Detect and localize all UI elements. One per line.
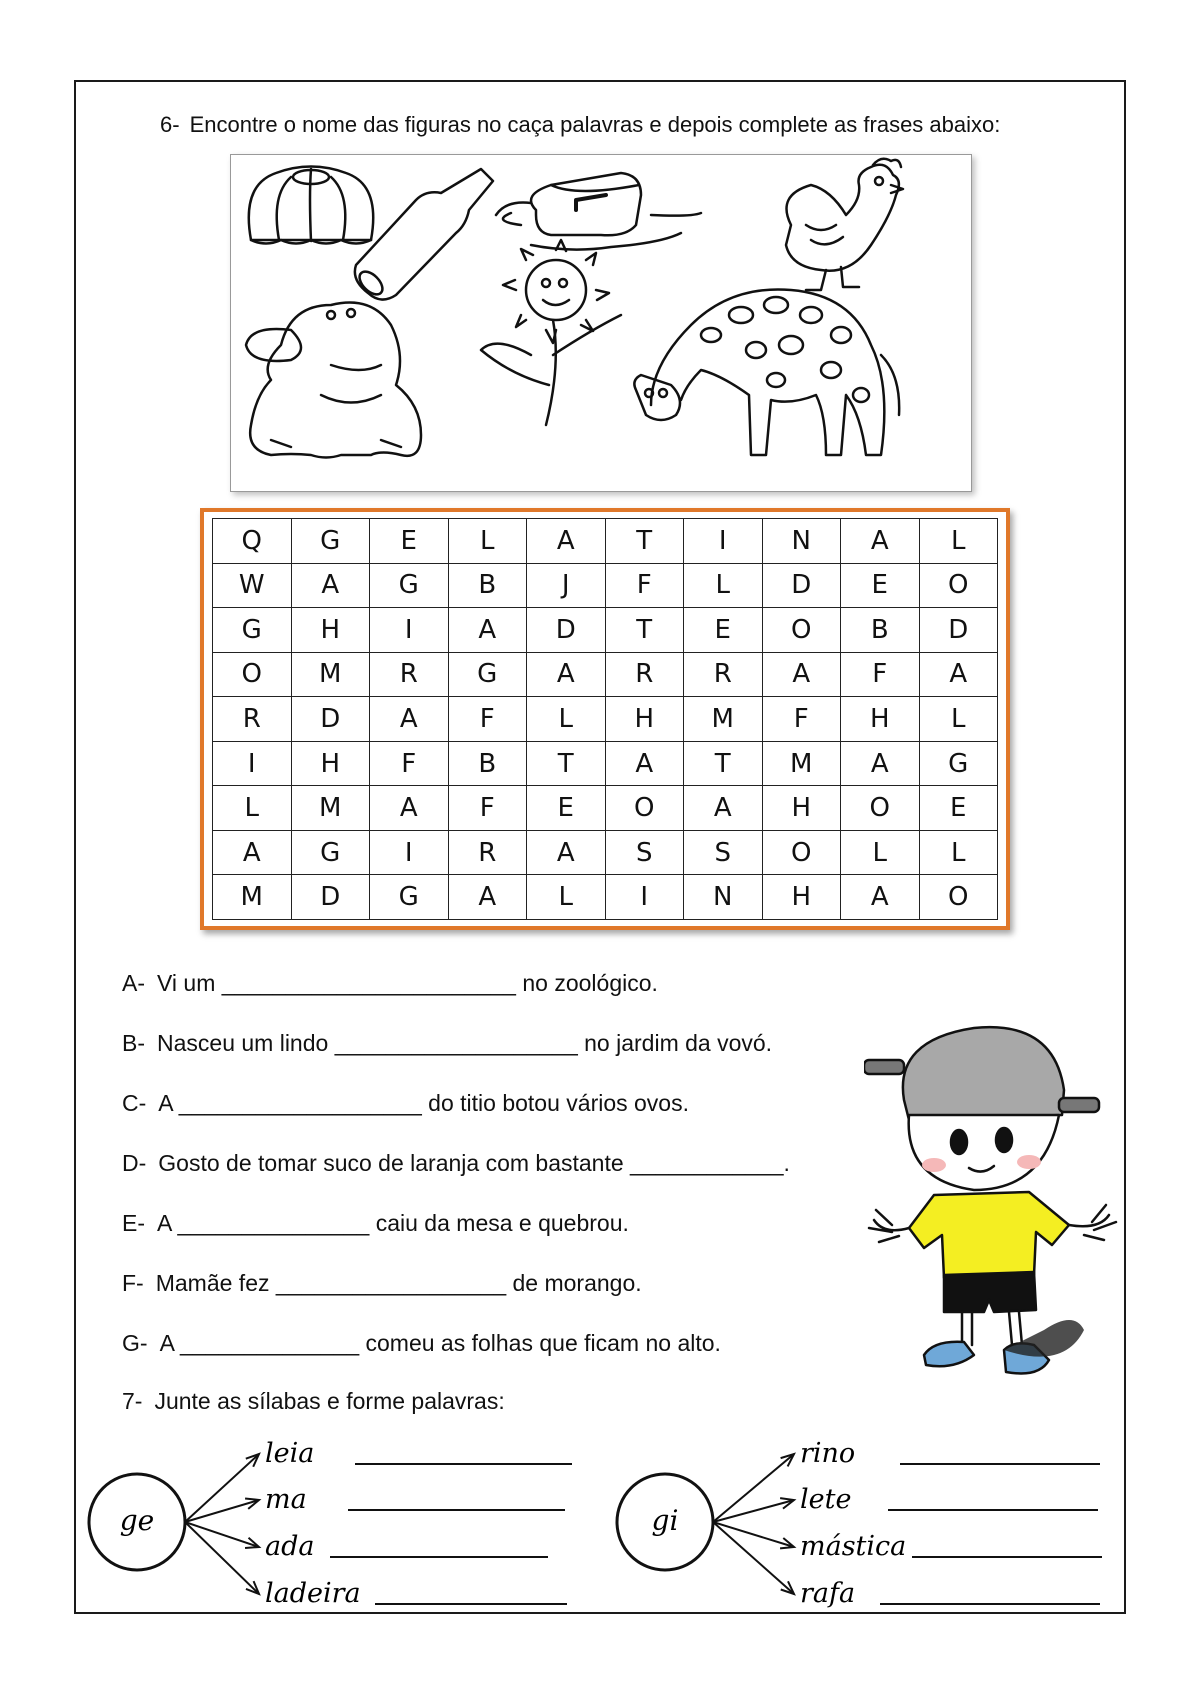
word-search-cell[interactable]: N <box>762 519 841 564</box>
word-search-cell[interactable]: A <box>527 519 606 564</box>
word-search-cell[interactable]: F <box>448 697 527 742</box>
word-search-cell[interactable]: D <box>291 697 370 742</box>
sentence-label: D- <box>122 1150 147 1176</box>
exercise-6-text: Encontre o nome das figuras no caça palavras e depois complete as frases abaixo: <box>189 112 1001 137</box>
word-search-cell[interactable]: E <box>684 608 763 653</box>
word-search-cell[interactable]: G <box>213 608 292 653</box>
word-search-cell[interactable]: F <box>762 697 841 742</box>
word-search-cell[interactable]: G <box>919 741 998 786</box>
word-search-cell[interactable]: A <box>841 519 920 564</box>
exercise-7-number: 7- <box>122 1388 143 1414</box>
word-search-cell[interactable]: D <box>762 563 841 608</box>
word-search-cell[interactable]: O <box>841 786 920 831</box>
syllable-label: gi <box>651 1504 679 1537</box>
word-search-cell[interactable]: B <box>448 741 527 786</box>
syllable-ending: ada <box>265 1531 315 1562</box>
sentence-text[interactable]: Nasceu um lindo ___________________ no jardim da vovó. <box>157 1030 773 1056</box>
word-search-cell[interactable]: A <box>841 741 920 786</box>
word-search-cell[interactable]: T <box>684 741 763 786</box>
sentence-text[interactable]: A ______________ comeu as folhas que ficam no alto. <box>159 1330 721 1356</box>
syllable-ending: rino <box>800 1438 856 1469</box>
word-search-cell[interactable]: H <box>762 875 841 920</box>
word-search-cell[interactable]: Q <box>213 519 292 564</box>
word-search-cell[interactable]: E <box>527 786 606 831</box>
word-search-cell[interactable]: B <box>448 563 527 608</box>
syllable-ending: ma <box>265 1484 307 1515</box>
sentence-text[interactable]: Mamãe fez __________________ de morango. <box>155 1270 642 1296</box>
word-search-cell[interactable]: O <box>762 608 841 653</box>
word-search-cell[interactable]: B <box>841 608 920 653</box>
word-search-cell[interactable]: L <box>919 830 998 875</box>
exercise-6-number: 6- <box>160 112 180 137</box>
word-search-cell[interactable]: G <box>291 830 370 875</box>
word-search-cell[interactable]: M <box>291 786 370 831</box>
syllable-ending: mástica <box>800 1531 907 1562</box>
word-search-cell[interactable]: H <box>605 697 684 742</box>
word-search-cell[interactable]: D <box>291 875 370 920</box>
word-search-cell[interactable]: R <box>370 652 449 697</box>
word-search-cell[interactable]: I <box>684 519 763 564</box>
word-search-cell[interactable]: T <box>605 519 684 564</box>
syllable-ending: leia <box>265 1438 315 1469</box>
word-search-cell[interactable]: E <box>919 786 998 831</box>
arrow-icon <box>185 1522 259 1547</box>
word-search-cell[interactable]: M <box>213 875 292 920</box>
word-search-cell[interactable]: R <box>213 697 292 742</box>
word-search-cell[interactable]: S <box>605 830 684 875</box>
word-search-cell[interactable]: O <box>605 786 684 831</box>
word-search-cell[interactable]: E <box>370 519 449 564</box>
word-search-cell[interactable]: T <box>527 741 606 786</box>
sentence-label: B- <box>122 1030 145 1056</box>
word-search-cell[interactable]: A <box>919 652 998 697</box>
word-search-cell[interactable]: O <box>919 875 998 920</box>
word-search-cell[interactable]: N <box>684 875 763 920</box>
word-search-cell[interactable]: A <box>527 830 606 875</box>
word-search-cell[interactable]: H <box>841 697 920 742</box>
sentence-label: C- <box>122 1090 147 1116</box>
arrow-icon <box>713 1522 794 1594</box>
word-search-cell[interactable]: E <box>841 563 920 608</box>
sentence-label: F- <box>122 1270 144 1296</box>
word-search-cell[interactable]: D <box>919 608 998 653</box>
word-search-cell[interactable]: O <box>919 563 998 608</box>
word-search-cell[interactable]: D <box>527 608 606 653</box>
word-search-cell[interactable]: G <box>370 563 449 608</box>
word-search-cell[interactable]: O <box>762 830 841 875</box>
word-search-cell[interactable]: A <box>527 652 606 697</box>
word-search-cell[interactable]: S <box>684 830 763 875</box>
word-search-cell[interactable]: R <box>684 652 763 697</box>
exercise-7-text: Junte as sílabas e forme palavras: <box>154 1388 505 1414</box>
word-search-cell[interactable]: W <box>213 563 292 608</box>
word-search-cell[interactable]: F <box>370 741 449 786</box>
word-search-cell[interactable]: M <box>291 652 370 697</box>
word-search-cell[interactable]: A <box>841 875 920 920</box>
word-search-cell[interactable]: A <box>684 786 763 831</box>
arrow-icon <box>185 1522 259 1594</box>
word-search-cell[interactable]: J <box>527 563 606 608</box>
word-search-cell[interactable]: I <box>370 830 449 875</box>
sentence-text[interactable]: A ___________________ do titio botou vários ovos. <box>158 1090 689 1116</box>
word-search-cell[interactable]: L <box>213 786 292 831</box>
word-search-cell[interactable]: A <box>762 652 841 697</box>
word-search-cell[interactable]: G <box>370 875 449 920</box>
word-search-cell[interactable]: L <box>919 697 998 742</box>
word-search-cell[interactable]: A <box>370 786 449 831</box>
syllable-ending: lete <box>800 1484 852 1515</box>
sentence-text[interactable]: Vi um _______________________ no zoológico. <box>157 970 658 996</box>
word-search-cell[interactable]: I <box>370 608 449 653</box>
sentence-label: E- <box>122 1210 145 1236</box>
word-search-cell[interactable]: M <box>762 741 841 786</box>
word-search-cell[interactable]: A <box>291 563 370 608</box>
word-search-cell[interactable]: L <box>841 830 920 875</box>
word-search-cell[interactable]: G <box>291 519 370 564</box>
word-search-cell[interactable]: F <box>605 563 684 608</box>
word-search-cell[interactable]: A <box>213 830 292 875</box>
word-search-cell[interactable]: A <box>370 697 449 742</box>
word-search-cell[interactable]: A <box>448 608 527 653</box>
word-search-cell[interactable]: L <box>684 563 763 608</box>
word-search-cell[interactable]: R <box>448 830 527 875</box>
word-search-cell[interactable]: F <box>448 786 527 831</box>
word-search-cell[interactable]: H <box>762 786 841 831</box>
word-search-cell[interactable]: M <box>684 697 763 742</box>
syllable-ending: ladeira <box>265 1578 361 1609</box>
word-search-cell[interactable]: F <box>841 652 920 697</box>
sentence-text[interactable]: A _______________ caiu da mesa e quebrou. <box>157 1210 629 1236</box>
word-search-cell[interactable]: G <box>448 652 527 697</box>
syllable-ending: rafa <box>800 1578 856 1609</box>
word-search-cell[interactable]: A <box>448 875 527 920</box>
word-search-cell[interactable]: A <box>605 741 684 786</box>
word-search-cell[interactable]: H <box>291 741 370 786</box>
word-search-cell[interactable]: L <box>527 875 606 920</box>
word-search-cell[interactable]: L <box>527 697 606 742</box>
sentence-label: A- <box>122 970 145 996</box>
sentence-label: G- <box>122 1330 148 1356</box>
syllable-label: ge <box>119 1504 155 1537</box>
word-search-cell[interactable]: L <box>919 519 998 564</box>
sentence-text[interactable]: Gosto de tomar suco de laranja com bastante ____________. <box>158 1150 790 1176</box>
arrow-icon <box>713 1522 794 1547</box>
word-search-cell[interactable]: R <box>605 652 684 697</box>
word-search-cell[interactable]: O <box>213 652 292 697</box>
word-search-cell[interactable]: L <box>448 519 527 564</box>
word-search-cell[interactable]: H <box>291 608 370 653</box>
word-search-cell[interactable]: T <box>605 608 684 653</box>
word-search-cell[interactable]: I <box>605 875 684 920</box>
word-search-cell[interactable]: I <box>213 741 292 786</box>
